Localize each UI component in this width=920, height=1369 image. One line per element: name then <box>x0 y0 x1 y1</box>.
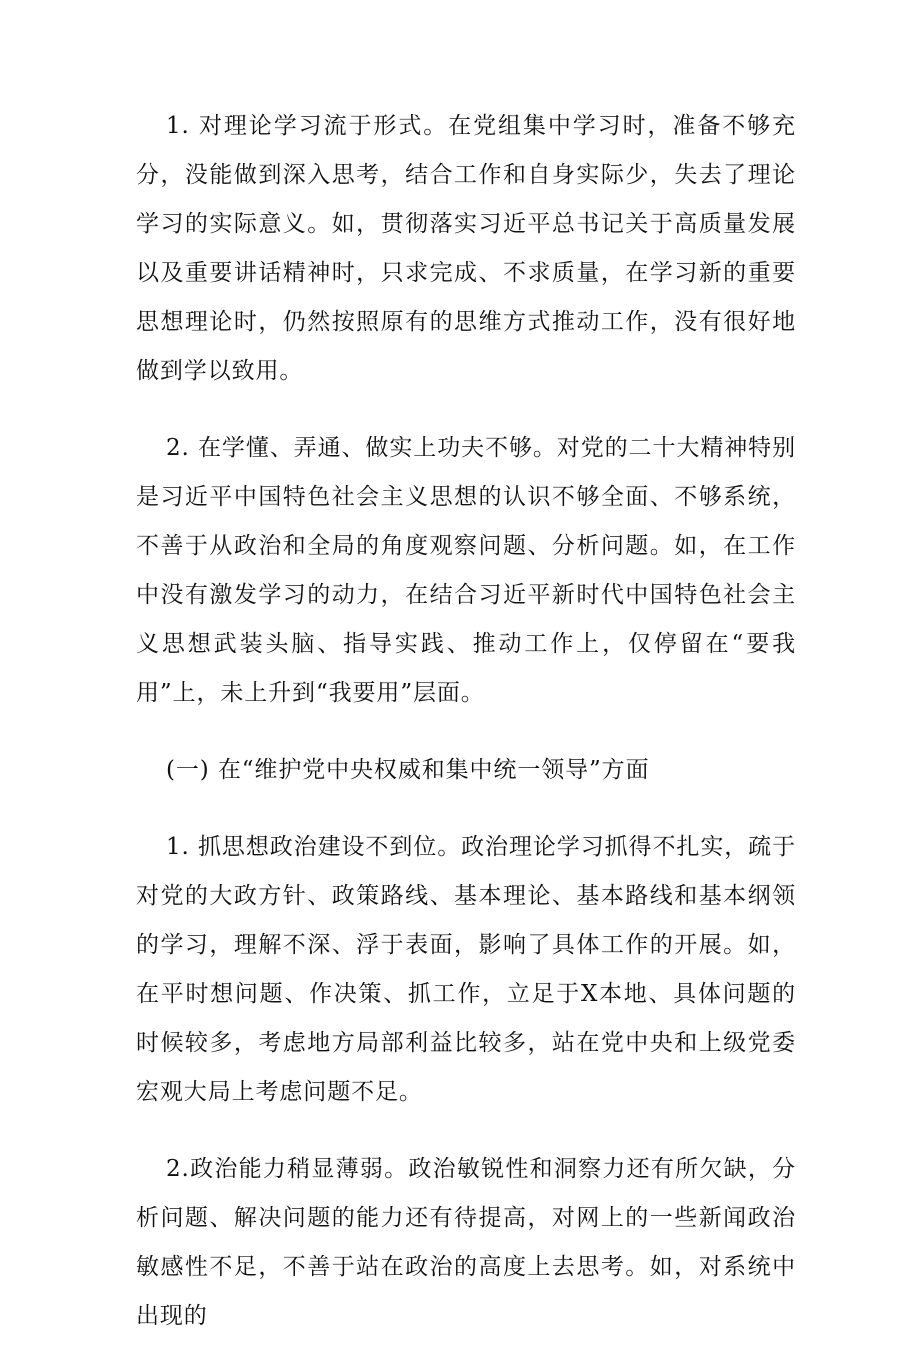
document-body <box>136 102 796 1369</box>
paragraph-theory-study-formality: 1. 对理论学习流于形式。在党组集中学习时，准备不够充分，没能做到深入思考，结合工作和自身实际少，失去了理论学习的实际意义。如，贯彻落实习近平总书记关于高质量发展以及重要讲话精神时，只求完成、不求质量，在学习新的重要思想理论时，仍然按照原有的思维方式推动工作，没有很好地做到学以致用。 <box>136 113 796 384</box>
paragraph-political-ability: 2.政治能力稍显薄弱。政治敏锐性和洞察力还有所欠缺，分析问题、解决问题的能力还有待提高，对网上的一些新闻政治敏感性不足，不善于站在政治的高度上去思考。如，对系统中出现的 <box>136 1156 796 1329</box>
paragraph-ideological-construction: 1. 抓思想政治建设不到位。政治理论学习抓得不扎实，疏于对党的大政方针、政策路线、基本理论、基本路线和基本纲领的学习，理解不深、浮于表面，影响了具体工作的开展。如，在平时想问题、作决策、抓工作，立足于X本地、具体问题的时候较多，考虑地方局部利益比较多，站在党中央和上级党委宏观大局上考虑问题不足。 <box>136 834 796 1105</box>
section-heading-central-authority: (一) 在“维护党中央权威和集中统一领导”方面 <box>166 757 650 783</box>
paragraph-learning-effort: 2. 在学懂、弄通、做实上功夫不够。对党的二十大精神特别是习近平中国特色社会主义思想的认识不够全面、不够系统，不善于从政治和全局的角度观察问题、分析问题。如，在工作中没有激发学习的动力，在结合习近平新时代中国特色社会主义思想武装头脑、指导实践、推动工作上，仅停留在“要我用”上，未上升到“我要用”层面。 <box>136 435 796 706</box>
